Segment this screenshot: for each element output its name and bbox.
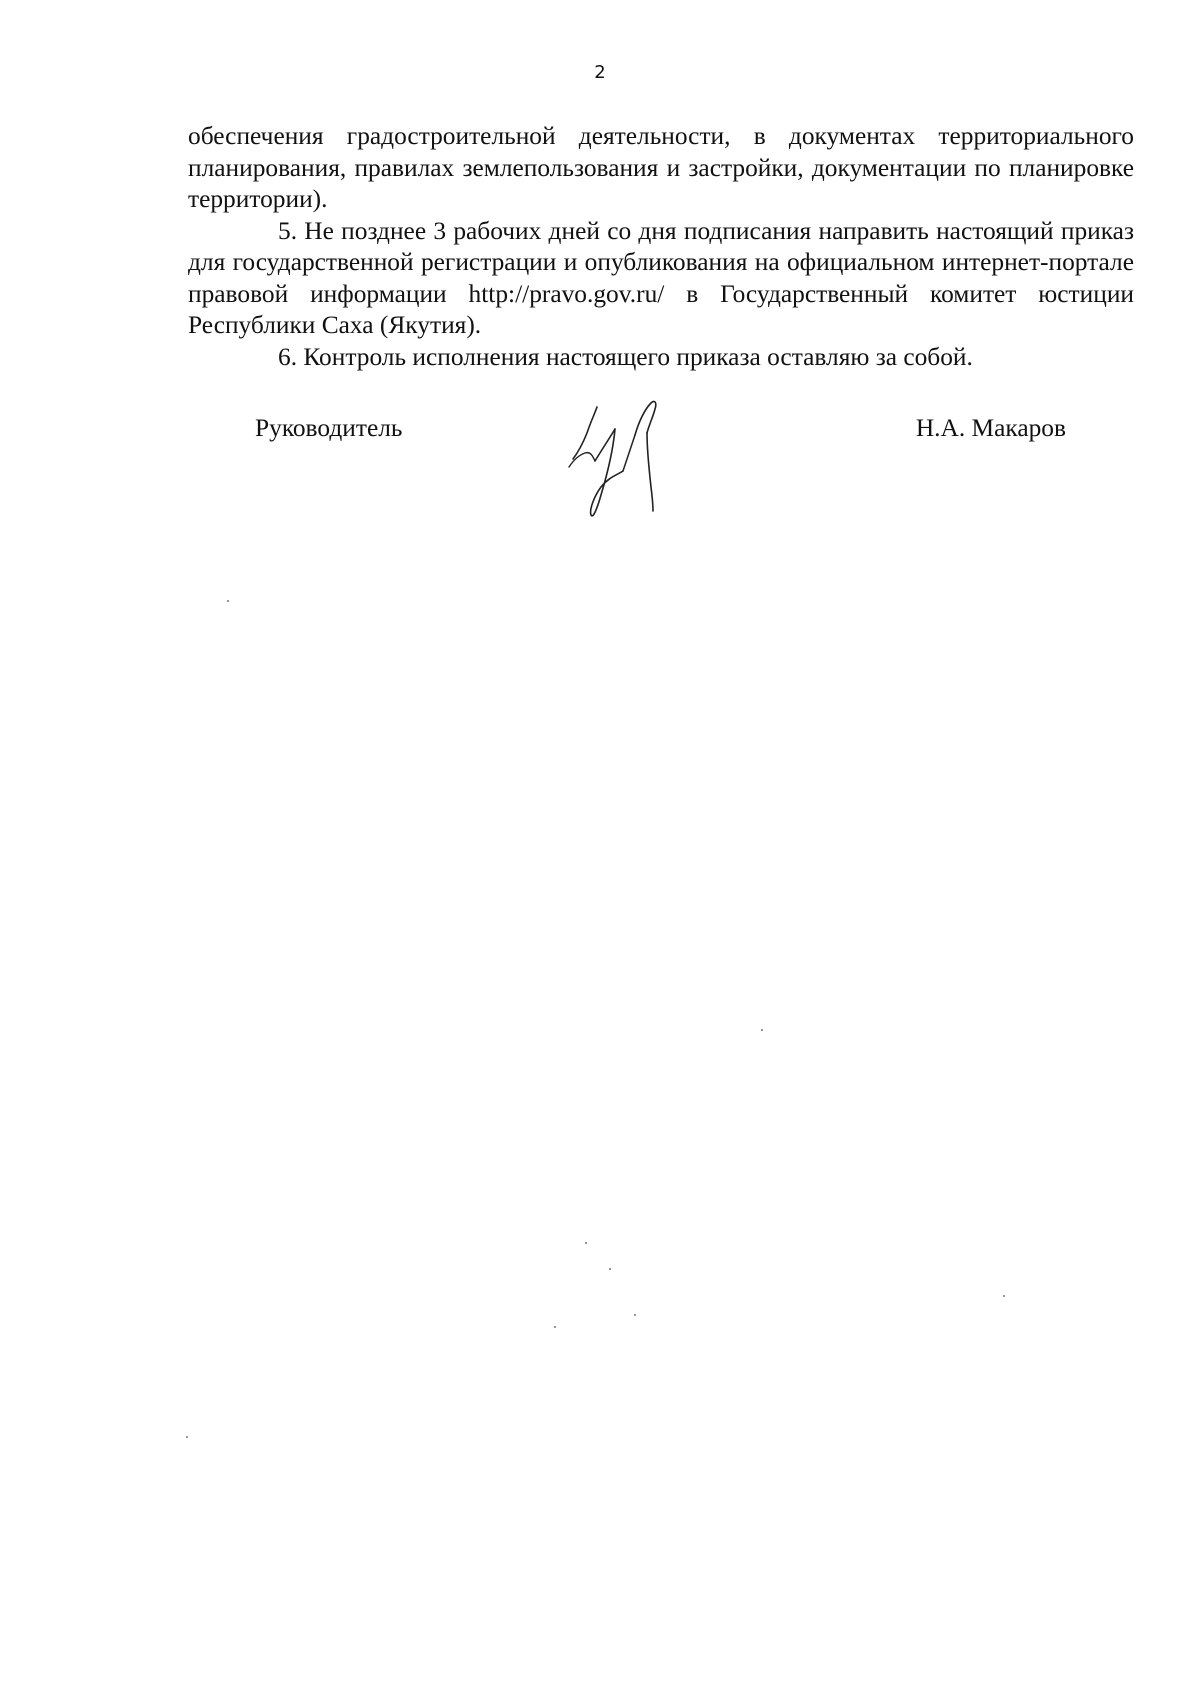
signature-block: [0, 400, 1200, 530]
document-body: [188, 121, 1134, 373]
scan-speck: [634, 1314, 636, 1316]
scan-speck: [227, 600, 229, 602]
handwritten-signature: [565, 395, 685, 525]
paragraph-continuation: обеспечения градостроительной деятельности, в документах территориального планирования, правилах землепользования и застройки, документации по планировке территории).: [188, 122, 1134, 213]
signatory-title: Руководитель: [255, 414, 403, 442]
page-number: 2: [594, 62, 606, 83]
paragraph-item-6: 6. Контроль исполнения настоящего приказа оставляю за собой.: [278, 342, 973, 371]
scan-speck: [585, 1242, 587, 1244]
scan-speck: [761, 1029, 763, 1031]
scan-speck: [554, 1326, 556, 1328]
scan-speck: [609, 1268, 611, 1270]
scan-speck: [186, 1436, 188, 1438]
scan-speck: [1003, 1295, 1005, 1297]
signatory-name: Н.А. Макаров: [915, 414, 1066, 442]
paragraph-item-5: 5. Не позднее 3 рабочих дней со дня подписания направить настоящий приказ для государственной регистрации и опубликования на официальном интернет-портале правовой информации http://pravo.gov.ru/ в Государственный комитет юстиции Республики Саха (Якутия).: [188, 216, 1134, 339]
